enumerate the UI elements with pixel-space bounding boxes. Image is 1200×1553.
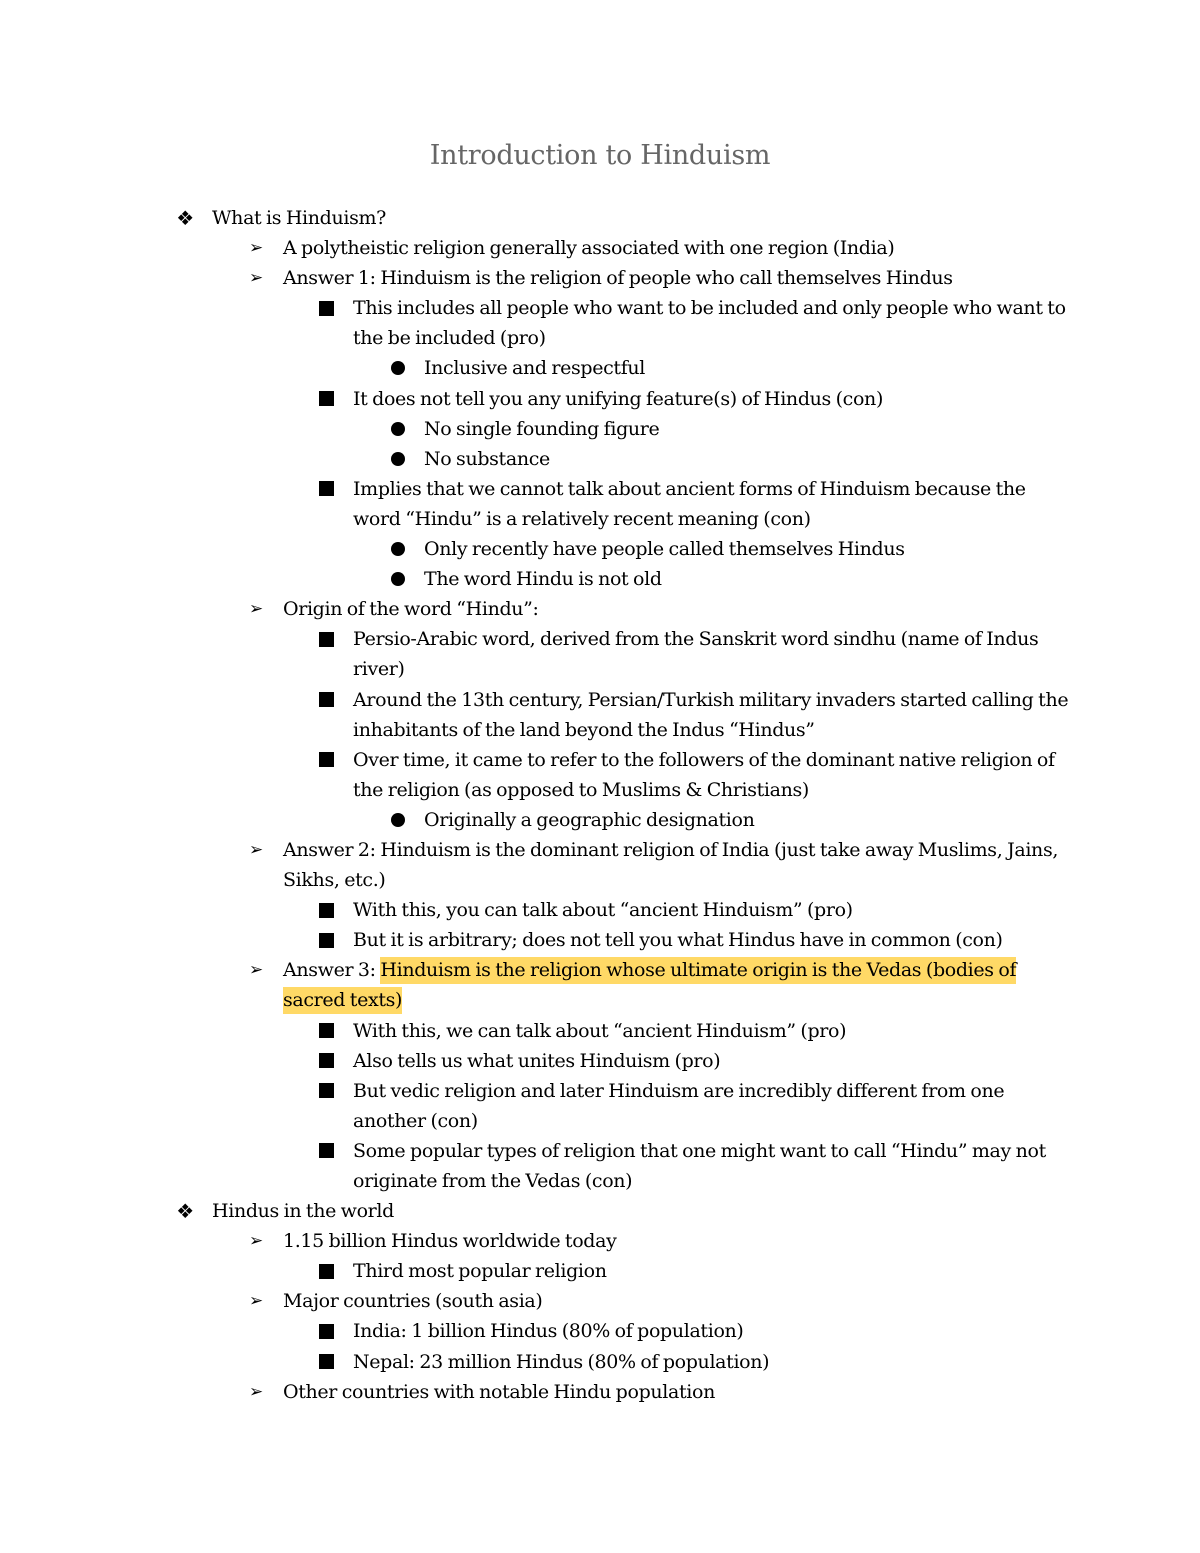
list-item	[0, 745, 1070, 805]
list-item	[0, 1316, 1070, 1346]
list-item	[0, 564, 1070, 594]
item-text: Nepal: 23 million Hindus (80% of population)	[353, 1350, 770, 1373]
list-item	[0, 263, 1070, 293]
square-bullet-icon	[316, 1136, 336, 1166]
item-text: What is Hinduism?	[212, 207, 386, 229]
square-bullet-icon	[316, 1076, 336, 1106]
arrow-bullet-icon: ➢	[249, 1231, 263, 1252]
list-item	[0, 414, 1070, 444]
item-text: Only recently have people called themselves Hindus	[424, 538, 905, 561]
square-bullet-icon	[316, 1256, 336, 1286]
square-bullet-icon	[316, 745, 336, 775]
item-text: 1.15 billion Hindus worldwide today	[283, 1230, 617, 1253]
list-item	[0, 955, 1070, 1015]
list-item	[0, 1347, 1070, 1377]
list-item	[0, 835, 1070, 895]
list-item	[0, 293, 1070, 353]
square-bullet-icon	[316, 1046, 336, 1076]
item-text: Answer 3:	[283, 959, 381, 982]
item-text: Third most popular religion	[353, 1260, 607, 1283]
arrow-bullet-icon: ➢	[249, 839, 263, 860]
list-item	[0, 925, 1070, 955]
list-item	[0, 1016, 1070, 1046]
square-bullet-icon	[316, 474, 336, 504]
arrow-bullet-icon: ➢	[249, 238, 263, 259]
item-text: Implies that we cannot talk about ancient forms of Hinduism because the word “Hindu” is a relatively recent meaning (con)	[353, 477, 1026, 530]
item-text: Originally a geographic designation	[424, 808, 755, 831]
arrow-bullet-icon: ➢	[249, 1291, 263, 1312]
list-item	[0, 685, 1070, 745]
item-text: Answer 2: Hinduism is the dominant religion of India (just take away Muslims, Jains, Sikhs, etc.)	[283, 838, 1059, 892]
list-item	[0, 203, 1070, 233]
item-text: Other countries with notable Hindu population	[283, 1380, 715, 1403]
square-bullet-icon	[316, 293, 336, 323]
item-text: India: 1 billion Hindus (80% of population)	[353, 1320, 744, 1343]
list-item	[0, 1377, 1070, 1407]
list-item	[0, 474, 1070, 534]
document-title: Introduction to Hinduism	[429, 140, 771, 171]
square-bullet-icon	[316, 624, 336, 654]
item-text: It does not tell you any unifying feature(s) of Hindus (con)	[353, 387, 884, 410]
list-item	[0, 594, 1070, 624]
list-item	[0, 233, 1070, 263]
arrow-bullet-icon: ➢	[249, 599, 263, 620]
list-item	[0, 444, 1070, 474]
list-item	[0, 1256, 1070, 1286]
list-item	[0, 353, 1070, 383]
square-bullet-icon	[316, 1016, 336, 1046]
circle-bullet-icon	[388, 414, 408, 444]
circle-bullet-icon	[388, 564, 408, 594]
square-bullet-icon	[316, 1347, 336, 1377]
square-bullet-icon	[316, 895, 336, 925]
item-text: The word Hindu is not old	[424, 568, 662, 591]
list-item	[0, 1226, 1070, 1256]
list-item	[0, 1076, 1070, 1136]
outline-list	[0, 203, 1200, 1407]
list-item	[0, 384, 1070, 414]
item-text: With this, you can talk about “ancient Hinduism” (pro)	[353, 899, 853, 922]
item-text: No substance	[424, 447, 550, 470]
item-text: But vedic religion and later Hinduism are incredibly different from one another (con)	[353, 1079, 1005, 1132]
item-text: This includes all people who want to be included and only people who want to the be included (pro)	[353, 297, 1066, 350]
item-text: Around the 13th century, Persian/Turkish military invaders started calling the inhabitants of the land beyond the Indus “Hindus”	[353, 688, 1069, 741]
arrow-bullet-icon: ➢	[249, 960, 263, 981]
item-text: Origin of the word “Hindu”:	[283, 598, 539, 621]
arrow-bullet-icon: ➢	[249, 1381, 263, 1402]
list-item	[0, 624, 1070, 684]
list-item	[0, 895, 1070, 925]
item-text: But it is arbitrary; does not tell you what Hindus have in common (con)	[353, 929, 1003, 952]
list-item	[0, 1136, 1070, 1196]
circle-bullet-icon	[388, 444, 408, 474]
item-text: No single founding figure	[424, 417, 660, 440]
circle-bullet-icon	[388, 534, 408, 564]
diamond-bullet-icon: ❖	[176, 1199, 194, 1224]
square-bullet-icon	[316, 925, 336, 955]
item-text: Answer 1: Hinduism is the religion of people who call themselves Hindus	[283, 267, 953, 290]
diamond-bullet-icon: ❖	[176, 206, 194, 230]
list-item	[0, 1046, 1070, 1076]
item-text: With this, we can talk about “ancient Hinduism” (pro)	[353, 1019, 847, 1042]
item-text: Major countries (south asia)	[283, 1290, 543, 1313]
item-text: A polytheistic religion generally associated with one region (India)	[283, 237, 895, 260]
item-text: Over time, it came to refer to the followers of the dominant native religion of the religion (as opposed to Muslims & Christians)	[353, 748, 1055, 801]
square-bullet-icon	[316, 685, 336, 715]
arrow-bullet-icon: ➢	[249, 268, 263, 289]
list-item	[0, 534, 1070, 564]
circle-bullet-icon	[388, 805, 408, 835]
item-text: Some popular types of religion that one might want to call “Hindu” may not originate from the Vedas (con)	[353, 1139, 1046, 1192]
square-bullet-icon	[316, 1316, 336, 1346]
item-text: Also tells us what unites Hinduism (pro)	[353, 1049, 721, 1072]
circle-bullet-icon	[388, 353, 408, 383]
highlighted-text: Hinduism is the religion whose ultimate origin is the Vedas (bodies of sacred texts)	[283, 957, 1016, 1014]
item-text: Hindus in the world	[212, 1200, 394, 1223]
square-bullet-icon	[316, 384, 336, 414]
list-item	[0, 1196, 1070, 1226]
item-text: Persio-Arabic word, derived from the Sanskrit word sindhu (name of Indus river)	[353, 628, 1039, 681]
item-text: Inclusive and respectful	[424, 357, 646, 380]
list-item	[0, 805, 1070, 835]
list-item	[0, 1286, 1070, 1316]
